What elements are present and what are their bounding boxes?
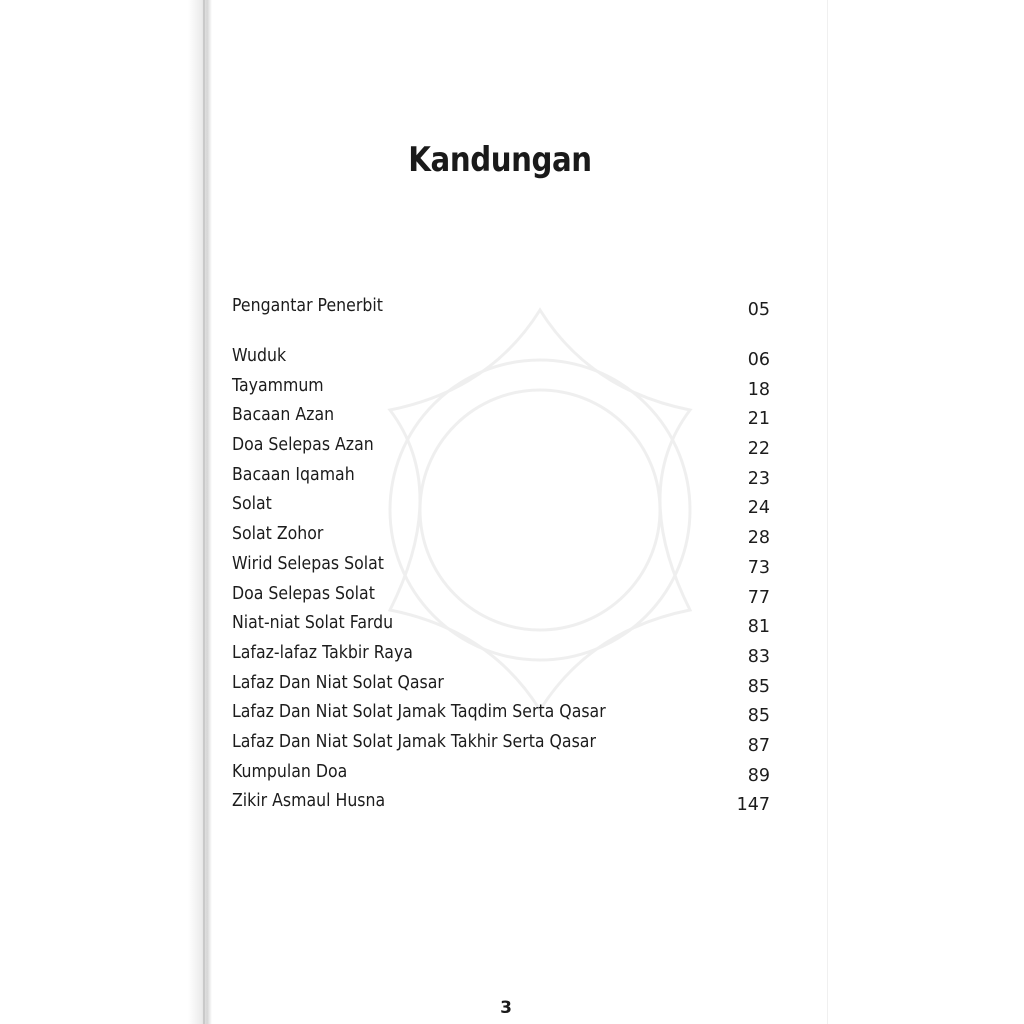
toc-entry-title: Solat Zohor [232, 524, 324, 545]
toc-entry-title: Solat [232, 494, 272, 515]
toc-entry-title: Tayammum [232, 375, 324, 396]
table-of-contents [232, 290, 772, 821]
toc-entry-page: 87 [747, 735, 770, 756]
toc-entry-page: 73 [747, 557, 770, 578]
toc-entry-title: Zikir Asmaul Husna [232, 791, 386, 812]
toc-entry [232, 290, 772, 330]
toc-entry [232, 791, 772, 821]
toc-entry-page: 18 [747, 379, 770, 400]
toc-entry-page: 06 [747, 350, 770, 370]
toc-entry-page: 147 [736, 795, 770, 816]
toc-entry-page: 21 [747, 409, 770, 430]
toc-entry [232, 465, 772, 495]
toc-entry-title: Kumpulan Doa [232, 761, 348, 782]
toc-entry-title: Pengantar Penerbit [232, 296, 383, 316]
toc-entry-page: 83 [747, 646, 770, 667]
toc-entry-page: 81 [747, 617, 770, 638]
toc-entry-title: Wuduk [232, 346, 287, 366]
toc-entry-title: Lafaz Dan Niat Solat Jamak Takhir Serta Qasar [232, 731, 596, 752]
toc-entry-title: Doa Selepas Solat [232, 583, 375, 604]
toc-entry-title: Lafaz Dan Niat Solat Qasar [232, 672, 444, 693]
toc-entry-page: 23 [747, 468, 770, 489]
toc-entry-title: Wirid Selepas Solat [232, 553, 384, 574]
toc-entry-page: 28 [747, 528, 770, 549]
page-number: 3 [500, 998, 512, 1018]
toc-entry-title: Lafaz Dan Niat Solat Jamak Taqdim Serta Qasar [232, 702, 606, 723]
toc-entry-page: 05 [747, 300, 770, 320]
toc-entry-page: 89 [747, 765, 770, 786]
toc-entry-page: 22 [747, 439, 770, 460]
toc-entry-title: Bacaan Azan [232, 405, 335, 426]
toc-entry-page: 77 [747, 587, 770, 608]
toc-entry-title: Niat-niat Solat Fardu [232, 613, 394, 634]
toc-entry-page: 85 [747, 706, 770, 727]
toc-entry-title: Bacaan Iqamah [232, 464, 355, 485]
page-title: Kandungan [408, 140, 592, 180]
toc-entry-title: Lafaz-lafaz Takbir Raya [232, 642, 413, 663]
toc-entry-title: Doa Selepas Azan [232, 435, 374, 456]
toc-entry-page: 24 [747, 498, 770, 519]
toc-entry-page: 85 [747, 676, 770, 697]
